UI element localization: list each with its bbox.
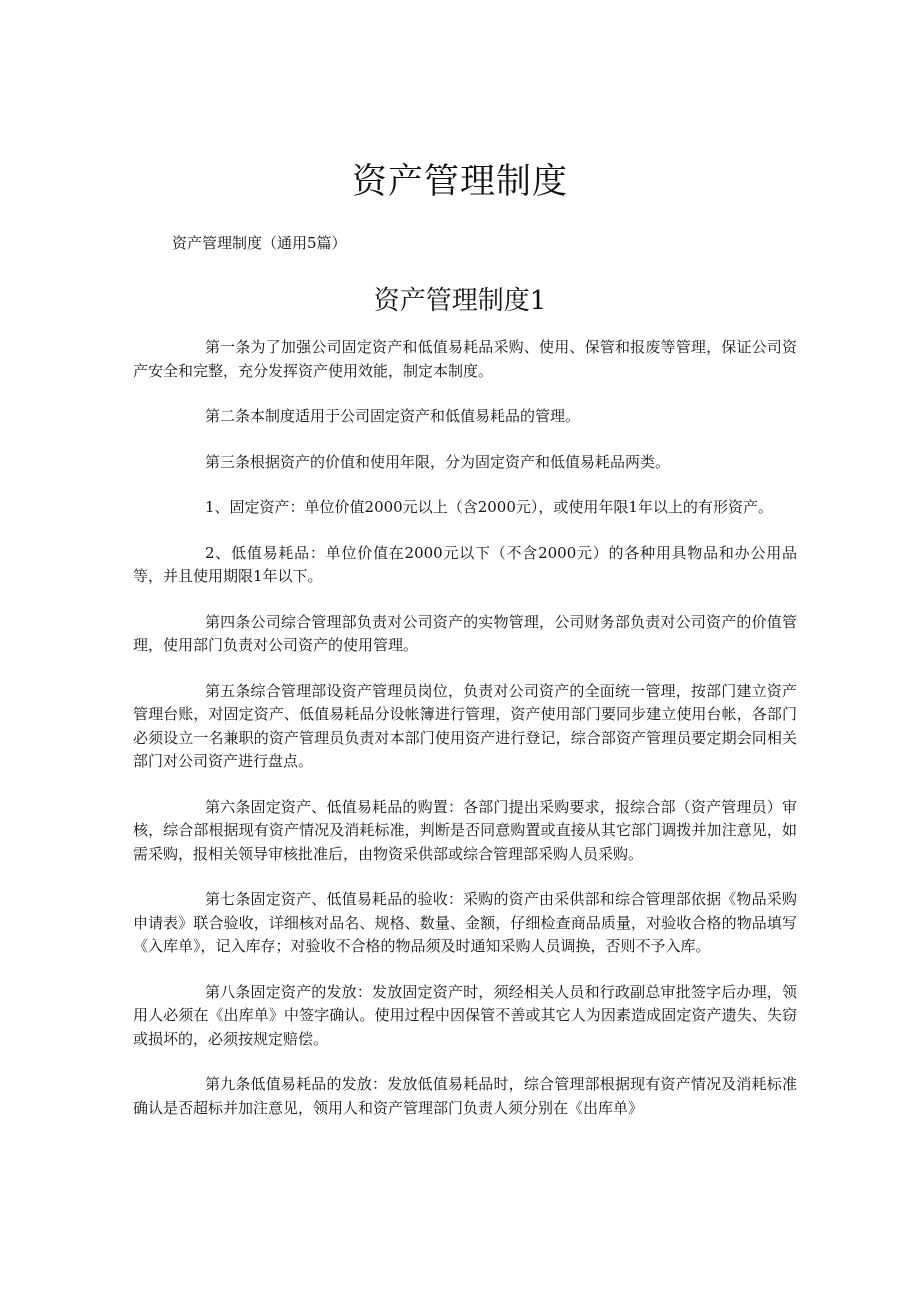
paragraph-article-7: 第七条固定资产、低值易耗品的验收：采购的资产由采供部和综合管理部依据《物品采购申请表》联合验收，详细核对品名、规格、数量、金额，仔细检查商品质量，对验收合格的物品填写《入库单》，记入库存；对验收不合格的物品须及时通知采购人员调换，否则不予入库。 <box>133 890 797 955</box>
paragraph-article-4: 第四条公司综合管理部负责对公司资产的实物管理，公司财务部负责对公司资产的价值管理，使用部门负责对公司资产的使用管理。 <box>133 612 797 654</box>
paragraph-item-low-value-consumables: 2、低值易耗品：单位价值在2000元以下（不含2000元）的各种用具物品和办公用品等，并且使用期限1年以下。 <box>133 543 797 585</box>
paragraph-article-5: 第五条综合管理部设资产管理员岗位，负责对公司资产的全面统一管理，按部门建立资产管理台账，对固定资产、低值易耗品分设帐簿进行管理，资产使用部门要同步建立使用台帐，各部门必须设立一名兼职的资产管理员负责对本部门使用资产进行登记，综合部资产管理员要定期会同相关部门对公司资产进行盘点。 <box>133 681 797 770</box>
paragraph-article-2: 第二条本制度适用于公司固定资产和低值易耗品的管理。 <box>205 407 581 425</box>
paragraph-article-8: 第八条固定资产的发放：发放固定资产时，须经相关人员和行政副总审批签字后办理，领用人必须在《出库单》中签字确认。使用过程中因保管不善或其它人为因素造成固定资产遗失、失窃或损坏的，必须按规定赔偿。 <box>133 982 797 1048</box>
section-title: 资产管理制度1 <box>373 286 547 316</box>
paragraph-article-9: 第九条低值易耗品的发放：发放低值易耗品时，综合管理部根据现有资产情况及消耗标准确认是否超标并加注意见，领用人和资产管理部门负责人须分别在《出库单》 <box>133 1075 797 1117</box>
paragraph-item-fixed-assets: 1、固定资产：单位价值2000元以上（含2000元），或使用年限1年以上的有形资产。 <box>205 498 773 516</box>
document-subtitle: 资产管理制度（通用5篇） <box>172 234 347 252</box>
document-body <box>133 336 797 1142</box>
document-title: 资产管理制度 <box>351 162 568 202</box>
paragraph-article-3: 第三条根据资产的价值和使用年限，分为固定资产和低值易耗品两类。 <box>205 452 671 471</box>
paragraph-article-1: 第一条为了加强公司固定资产和低值易耗品采购、使用、保管和报废等管理，保证公司资产安全和完整，充分发挥资产使用效能，制定本制度。 <box>133 338 797 380</box>
paragraph-article-6: 第六条固定资产、低值易耗品的购置：各部门提出采购要求，报综合部（资产管理员）审核，综合部根据现有资产情况及消耗标准，判断是否同意购置或直接从其它部门调拨并加注意见，如需采购，报相关领导审核批准后，由物资采供部或综合管理部采购人员采购。 <box>133 797 797 863</box>
